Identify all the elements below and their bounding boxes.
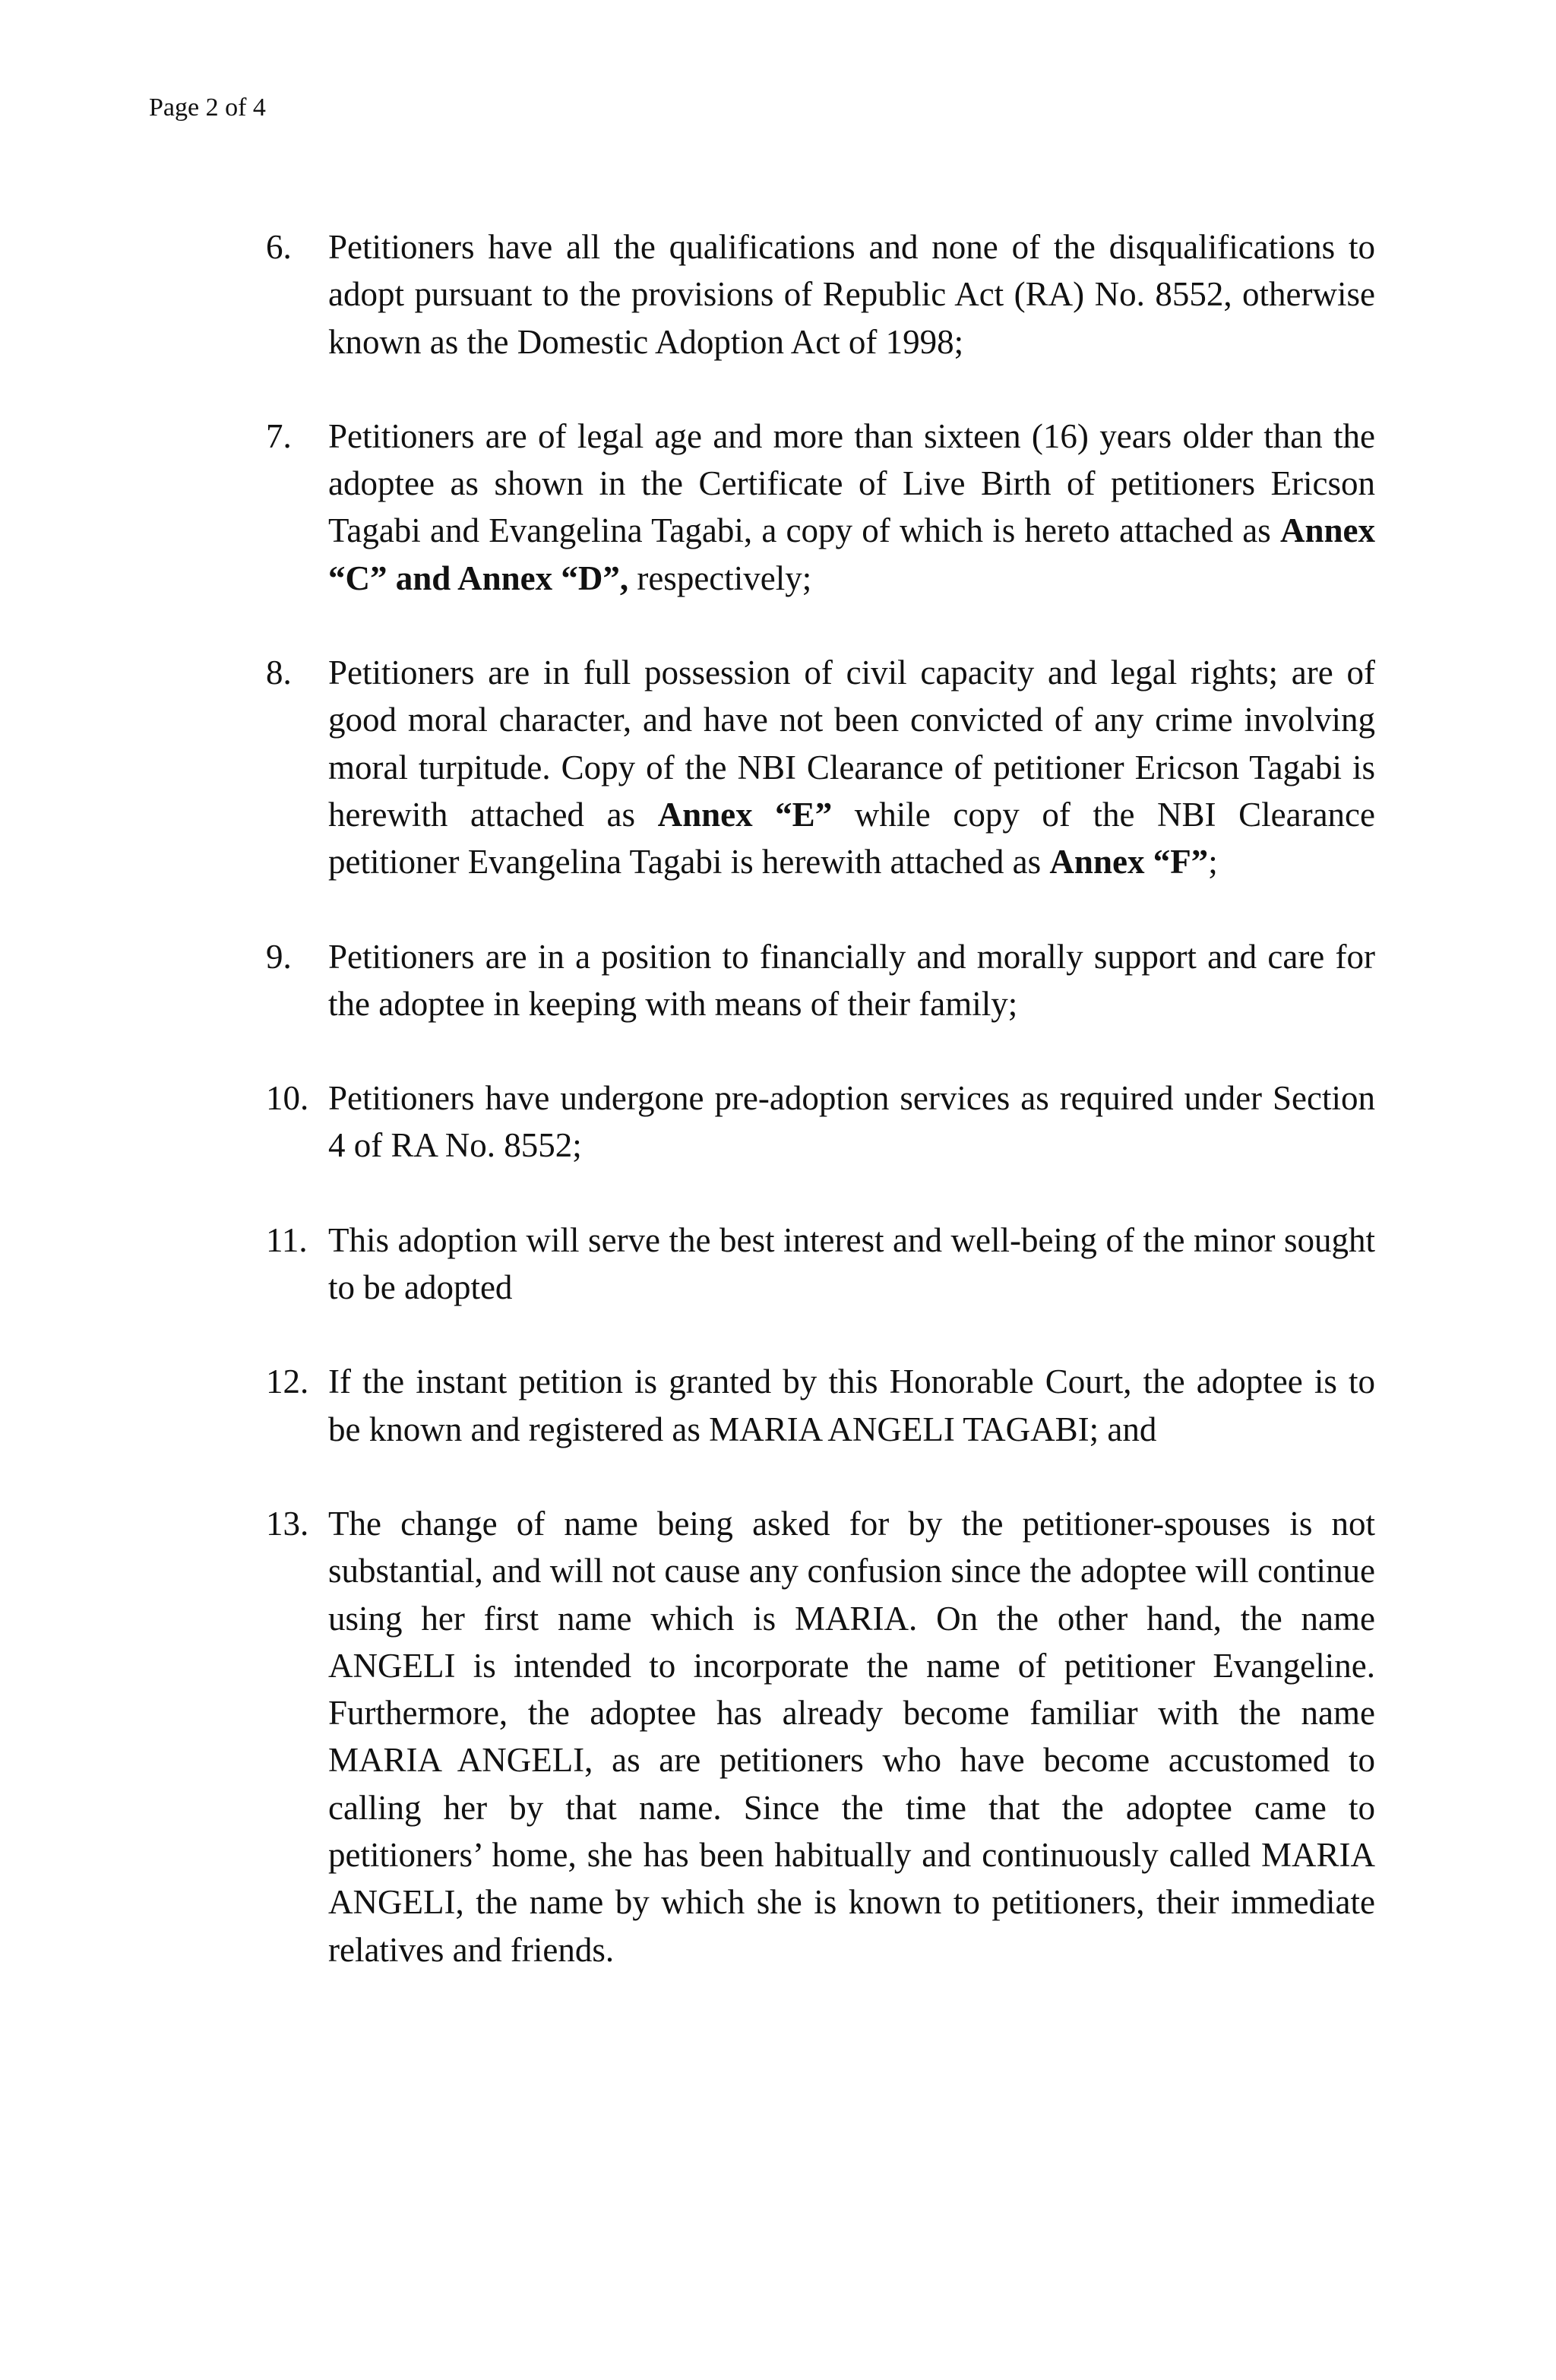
paragraph-number: 7. xyxy=(266,416,292,455)
paragraph-text: The change of name being asked for by the petitioner-spouses is not substantial, and will not cause any confusion since the adoptee will continue using her first name which is MARIA. On the other hand, the name ANGELI is intended to incorporate the name of petitioner Evangeline. Furthermore, the adoptee has already become familiar with the name MARIA ANGELI, as are petitioners who have become accustomed to calling her by that name. Since the time that the adoptee came to petitioners’ home, she has been habitually and continuously called MARIA ANGELI, the name by which she is known to petitioners, their immediate relatives and friends. xyxy=(328,1504,1375,1969)
paragraph-7 xyxy=(266,413,1375,602)
paragraph-number: 9. xyxy=(266,937,292,976)
paragraph-text-part: respectively; xyxy=(628,559,812,597)
paragraph-number: 12. xyxy=(266,1362,309,1401)
annex-reference: Annex “E” xyxy=(657,795,833,834)
paragraph-number: 6. xyxy=(266,228,292,266)
paragraph-6 xyxy=(266,223,1375,366)
petition-paragraph-list xyxy=(266,223,1375,2021)
paragraph-text: Petitioners have all the qualifications and none of the disqualifications to adopt pursuant to the provisions of Republic Act (RA) No. 8552, otherwise known as the Domestic Adoption Act of 1998; xyxy=(328,228,1375,361)
page-number: Page 2 of 4 xyxy=(149,93,266,122)
paragraph-text-part: while copy of the NBI Clearance petitioner Evangelina Tagabi is herewith attached as xyxy=(328,795,1375,881)
paragraph-number: 10. xyxy=(266,1079,309,1118)
paragraph-10 xyxy=(266,1074,1375,1169)
paragraph-number: 13. xyxy=(266,1504,309,1543)
annex-reference: Annex “F” xyxy=(1049,843,1209,881)
paragraph-text xyxy=(328,654,1375,881)
paragraph-text: Petitioners have undergone pre-adoption services as required under Section 4 of RA No. 8552; xyxy=(328,1079,1375,1165)
paragraph-text: If the instant petition is granted by this Honorable Court, the adoptee is to be known and registered as MARIA ANGELI TAGABI; and xyxy=(328,1362,1375,1448)
paragraph-text-part: ; xyxy=(1208,843,1218,881)
paragraph-11 xyxy=(266,1217,1375,1312)
paragraph-text-part: Petitioners are in full possession of civil capacity and legal rights; are of good moral character, and have not been convicted of any crime involving moral turpitude. Copy of the NBI Clearance of petitioner Ericson Tagabi is herewith attached as xyxy=(328,654,1375,834)
paragraph-number: 11. xyxy=(266,1220,308,1259)
paragraph-8 xyxy=(266,649,1375,885)
paragraph-9 xyxy=(266,933,1375,1028)
annex-reference: Annex “C” and Annex “D”, xyxy=(328,511,1375,597)
paragraph-number: 8. xyxy=(266,654,292,692)
paragraph-text xyxy=(328,417,1375,597)
paragraph-text-part: Petitioners are of legal age and more than sixteen (16) years older than the adoptee as shown in the Certificate of Live Birth of petitioners Ericson Tagabi and Evangelina Tagabi, a copy of which is hereto attached as xyxy=(328,416,1375,550)
paragraph-12 xyxy=(266,1358,1375,1453)
paragraph-text: Petitioners are in a position to financially and morally support and care for the adoptee in keeping with means of their family; xyxy=(328,937,1375,1023)
paragraph-13 xyxy=(266,1500,1375,1973)
paragraph-text: This adoption will serve the best interest and well-being of the minor sought to be adopted xyxy=(328,1220,1375,1307)
